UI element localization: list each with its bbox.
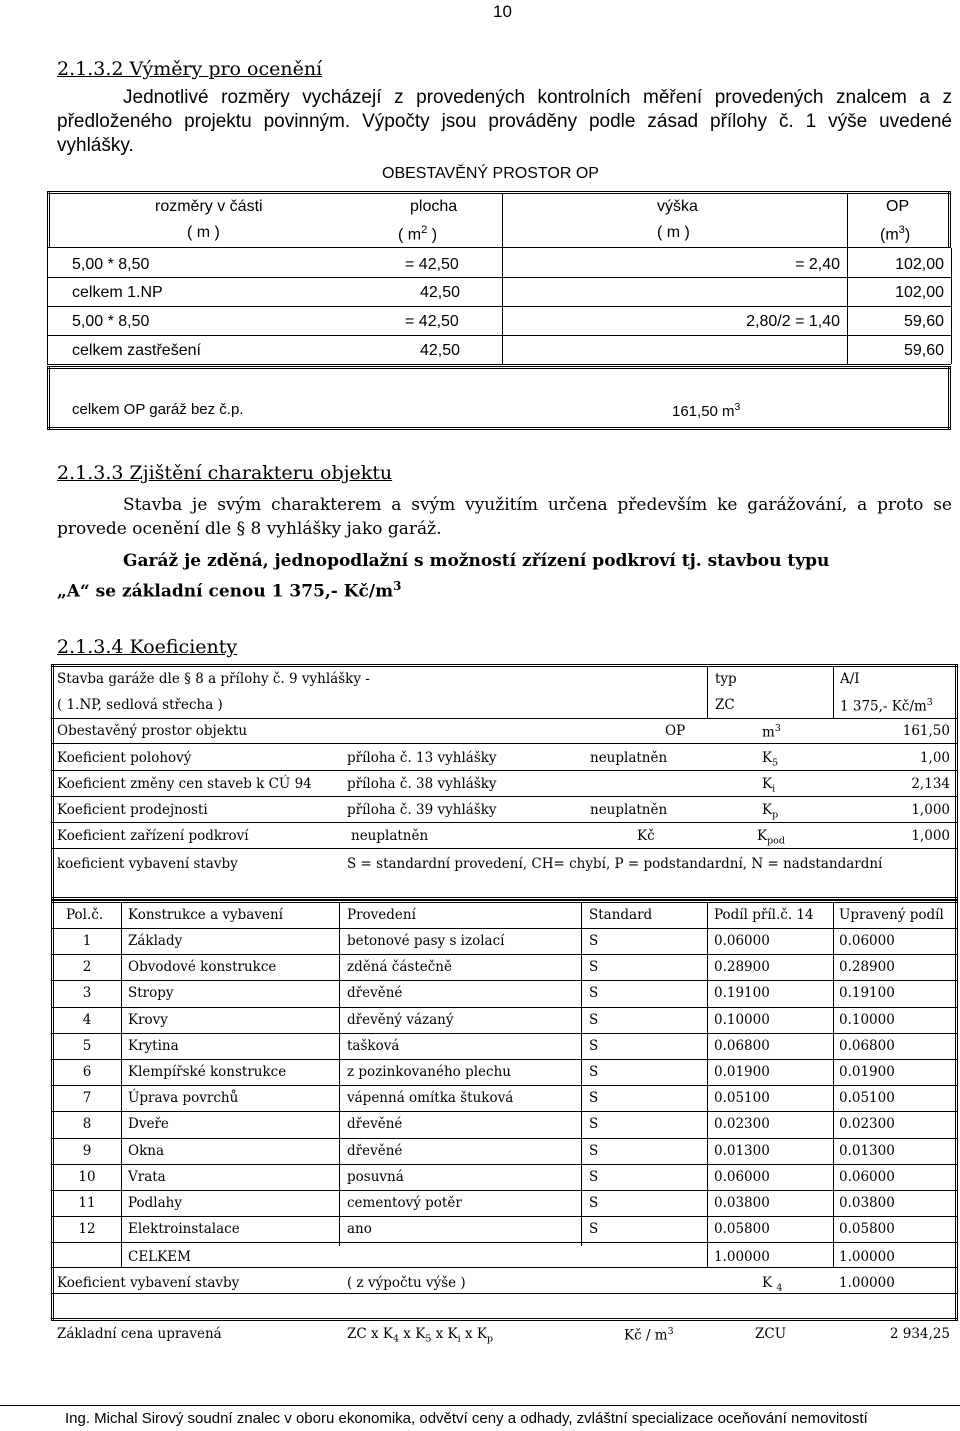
op-row3-rozmery: 5,00 * 8,50	[72, 313, 150, 330]
equip-header-provedeni: Provedení	[347, 907, 416, 923]
equip-row-7-col-2: Úprava povrchů	[128, 1090, 239, 1106]
page-number: 10	[493, 2, 512, 21]
equip-koef-source: ( z výpočtu výše )	[347, 1275, 466, 1291]
equip-header-konstrukce: Konstrukce a vybavení	[128, 907, 283, 923]
coef-r8-label: koeficient vybavení stavby	[57, 856, 238, 872]
equip-row-8-col-2: Dveře	[128, 1116, 169, 1132]
op-unit-vyska: ( m )	[657, 224, 690, 241]
coef-r6-status: neuplatněn	[590, 802, 668, 818]
equip-row-6-col-1: 6	[82, 1064, 92, 1080]
equip-row-6-col-5: 0.01900	[714, 1064, 770, 1080]
equip-row-1-col-4: S	[589, 933, 599, 949]
equip-row-12-col-5: 0.05800	[714, 1221, 770, 1237]
footer-text: Ing. Michal Sirový soudní znalec v oboru ekonomika, odvětví ceny a odhady, zvláštní specializace oceňování nemovitostí	[65, 1410, 868, 1427]
op-header-op: OP	[886, 198, 910, 215]
equip-row-10-col-4: S	[589, 1169, 599, 1185]
equip-header-podil: Podíl příl.č. 14	[714, 907, 814, 923]
coef-r1-typ: typ	[715, 671, 737, 687]
coef-r4-status: neuplatněn	[590, 750, 668, 766]
op-unit-plocha: ( $m^2$ )	[398, 224, 438, 244]
equip-row-6-col-3: z pozinkovaného plechu	[347, 1064, 511, 1080]
op-row3-vyska: 2,80/2 = 1,40	[746, 313, 840, 330]
section-bold-line1: Garáž je zděná, jednopodlažní s možností zřízení podkroví tj. stavbou typu	[123, 551, 830, 571]
equip-row-6-col-6: 0.01900	[839, 1064, 895, 1080]
section-paragraph-charakter: Stavba je svým charakterem a svým využitím určena především ke garážování, a proto se provede ocenění dle § 8 vyhlášky jako garáž.	[57, 495, 952, 539]
equip-row-4-col-3: dřevěný vázaný	[347, 1012, 454, 1028]
equip-row-7-col-1: 7	[82, 1090, 92, 1106]
section-paragraph-vymery: Jednotlivé rozměry vycházejí z provedených kontrolních měření provedených znalcem a z předloženého projektu povinným. Výpočty jsou prováděny podle zásad přílohy č. 1 výše uvedené vyhlášky.	[57, 87, 952, 156]
equip-koef-symbol: K $_4$	[762, 1275, 783, 1294]
zcu-value: 2 934,25	[889, 1326, 950, 1342]
equip-row-8-col-6: 0.02300	[839, 1116, 895, 1132]
op-row1-plocha: = 42,50	[405, 256, 459, 273]
equip-row-9-col-5: 0.01300	[714, 1143, 770, 1159]
op-row4-op: 59,60	[903, 342, 944, 359]
equip-row-9-col-3: dřevěné	[347, 1143, 403, 1159]
equip-row-9-col-6: 0.01300	[839, 1143, 895, 1159]
op-row1-op: 102,00	[895, 256, 944, 273]
section-heading-charakter: 2.1.3.3 Zjištění charakteru objektu	[57, 462, 393, 484]
zcu-symbol: ZCU	[755, 1326, 787, 1342]
coef-r7-label: Koeficient zařízení podkroví	[57, 828, 249, 844]
op-unit-op: $(m^3)$	[880, 224, 911, 244]
equip-row-11-col-1: 11	[78, 1195, 96, 1211]
equip-row-11-col-5: 0.03800	[714, 1195, 770, 1211]
coef-r2-zc: ZC	[715, 697, 735, 713]
coef-r6-source: příloha č. 39 vyhlášky	[347, 802, 497, 818]
equip-row-8-col-5: 0.02300	[714, 1116, 770, 1132]
equip-row-11-col-2: Podlahy	[128, 1195, 182, 1211]
op-row3-plocha: = 42,50	[405, 313, 459, 330]
equip-row-2-col-2: Obvodové konstrukce	[128, 959, 277, 975]
equip-row-10-col-6: 0.06000	[839, 1169, 895, 1185]
equip-row-9-col-4: S	[589, 1143, 599, 1159]
coef-r2-label: ( 1.NP, sedlová střecha )	[57, 697, 223, 713]
equip-row-3-col-2: Stropy	[128, 985, 174, 1001]
equip-row-2-col-6: 0.28900	[839, 959, 895, 975]
equip-row-5-col-4: S	[589, 1038, 599, 1054]
op-header-vyska: výška	[657, 198, 698, 215]
coef-r7-value: 1,000	[911, 828, 950, 844]
op-total-label: celkem OP garáž bez č.p.	[72, 401, 244, 418]
coef-r6-label: Koeficient prodejnosti	[57, 802, 208, 818]
op-row1-vyska: = 2,40	[795, 256, 840, 273]
equip-row-7-col-5: 0.05100	[714, 1090, 770, 1106]
equip-row-6-col-2: Klempířské konstrukce	[128, 1064, 287, 1080]
equip-row-5-col-6: 0.06800	[839, 1038, 895, 1054]
equip-total-upraveny: 1.00000	[839, 1249, 895, 1265]
equip-row-12-col-1: 12	[78, 1221, 96, 1237]
equip-row-10-col-3: posuvná	[347, 1169, 404, 1185]
equip-koef-label: Koeficient vybavení stavby	[57, 1275, 240, 1291]
section-heading-koeficienty: 2.1.3.4 Koeficienty	[57, 636, 238, 658]
equip-row-3-col-6: 0.19100	[839, 985, 895, 1001]
equip-row-3-col-5: 0.19100	[714, 985, 770, 1001]
coef-r5-value: 2,134	[911, 776, 950, 792]
equip-row-4-col-5: 0.10000	[714, 1012, 770, 1028]
op-row1-rozmery: 5,00 * 8,50	[72, 256, 150, 273]
coef-r1-label: Stavba garáže dle § 8 a přílohy č. 9 vyhlášky -	[57, 671, 370, 687]
equip-row-1-col-5: 0.06000	[714, 933, 770, 949]
coef-r3-op: OP	[665, 723, 686, 739]
equip-row-11-col-4: S	[589, 1195, 599, 1211]
equip-row-1-col-1: 1	[82, 933, 92, 949]
op-row2-rozmery: celkem 1.NP	[72, 284, 163, 301]
equip-koef-value: 1.00000	[839, 1275, 895, 1291]
equip-row-6-col-4: S	[589, 1064, 599, 1080]
equip-row-7-col-4: S	[589, 1090, 599, 1106]
equip-row-5-col-5: 0.06800	[714, 1038, 770, 1054]
equip-row-4-col-4: S	[589, 1012, 599, 1028]
equip-row-10-col-1: 10	[78, 1169, 96, 1185]
op-row3-op: 59,60	[903, 313, 944, 330]
coef-r5-label: Koeficient změny cen staveb k CÚ 94	[57, 776, 312, 792]
equip-row-3-col-1: 3	[82, 985, 92, 1001]
equip-row-7-col-3: vápenná omítka štuková	[347, 1090, 514, 1106]
coef-r4-symbol: $K_5$	[762, 750, 779, 769]
zcu-label: Základní cena upravená	[57, 1326, 222, 1342]
op-row4-plocha: 42,50	[420, 342, 461, 359]
coef-r8-legend: S = standardní provedení, CH= chybí, P = podstandardní, N = nadstandardní	[347, 856, 883, 872]
equip-row-12-col-4: S	[589, 1221, 599, 1237]
equip-header-upraveny: Upravený podíl	[839, 907, 944, 923]
coef-r7-unit: Kč	[637, 828, 655, 844]
equip-row-8-col-4: S	[589, 1116, 599, 1132]
zcu-unit: Kč / $m^3$	[624, 1326, 674, 1344]
coef-r3-label: Obestavěný prostor objektu	[57, 723, 248, 739]
equip-row-4-col-2: Krovy	[128, 1012, 168, 1028]
coef-r5-source: příloha č. 38 vyhlášky	[347, 776, 497, 792]
op-row4-rozmery: celkem zastřešení	[72, 342, 201, 359]
coef-r4-value: 1,00	[919, 750, 950, 766]
op-header-rozmery: rozměry v části	[155, 198, 263, 215]
equip-row-5-col-1: 5	[82, 1038, 92, 1054]
equip-row-10-col-5: 0.06000	[714, 1169, 770, 1185]
op-row2-op: 102,00	[895, 284, 944, 301]
equip-row-4-col-6: 0.10000	[839, 1012, 895, 1028]
equip-row-7-col-6: 0.05100	[839, 1090, 895, 1106]
equip-row-10-col-2: Vrata	[128, 1169, 166, 1185]
coef-r6-symbol: $K_p$	[762, 802, 779, 821]
equip-row-11-col-3: cementový potěr	[347, 1195, 462, 1211]
equip-row-5-col-2: Krytina	[128, 1038, 179, 1054]
coef-r3-unit: $m^3$	[762, 723, 781, 741]
equip-row-9-col-2: Okna	[128, 1143, 164, 1159]
section-bold-line2: „A“ se základní cenou 1 375,- $Kč/m^3$	[57, 579, 402, 602]
coef-r7-status: neuplatněn	[351, 828, 429, 844]
op-header-plocha: plocha	[410, 198, 458, 215]
equip-row-12-col-2: Elektroinstalace	[128, 1221, 240, 1237]
equip-row-9-col-1: 9	[82, 1143, 92, 1159]
equip-row-5-col-3: tašková	[347, 1038, 400, 1054]
equip-row-2-col-4: S	[589, 959, 599, 975]
equip-row-1-col-3: betonové pasy s izolací	[347, 933, 505, 949]
op-table-title: OBESTAVĚNÝ PROSTOR OP	[382, 165, 599, 182]
op-unit-rozmery: ( m )	[187, 224, 220, 241]
coef-r5-symbol: $K_i$	[762, 776, 776, 795]
coef-r2-value: 1 375,- $Kč/m^3$	[840, 697, 933, 715]
equip-row-2-col-3: zděná částečně	[347, 959, 452, 975]
equip-header-standard: Standard	[589, 907, 653, 923]
op-row2-plocha: 42,50	[420, 284, 461, 301]
equip-row-1-col-2: Základy	[128, 933, 183, 949]
equip-total-podil: 1.00000	[714, 1249, 770, 1265]
equip-row-2-col-1: 2	[82, 959, 92, 975]
equip-row-12-col-3: ano	[347, 1221, 372, 1237]
equip-row-3-col-4: S	[589, 985, 599, 1001]
equip-row-1-col-6: 0.06000	[839, 933, 895, 949]
equip-row-3-col-3: dřevěné	[347, 985, 403, 1001]
equip-header-pol: Pol.č.	[66, 907, 104, 923]
equip-row-12-col-6: 0.05800	[839, 1221, 895, 1237]
coef-r4-label: Koeficient polohový	[57, 750, 192, 766]
coef-r6-value: 1,000	[911, 802, 950, 818]
zcu-formula: ZC x $K_4$ x $K_5$ x $K_i$ x $K_p$	[347, 1326, 493, 1345]
op-total-value: 161,50 $m^3$	[672, 401, 741, 420]
equip-row-11-col-6: 0.03800	[839, 1195, 895, 1211]
equip-row-4-col-1: 4	[82, 1012, 92, 1028]
equip-row-8-col-3: dřevěné	[347, 1116, 403, 1132]
equip-total-label: CELKEM	[128, 1249, 191, 1265]
coef-r4-source: příloha č. 13 vyhlášky	[347, 750, 497, 766]
section-heading-vymery: 2.1.3.2 Výměry pro ocenění	[57, 58, 323, 80]
coef-r1-value: A/I	[840, 671, 860, 687]
coef-r3-value: 161,50	[902, 723, 950, 739]
equip-row-8-col-1: 8	[82, 1116, 92, 1132]
coef-r7-symbol: $K_{pod}$	[757, 828, 785, 847]
equip-row-2-col-5: 0.28900	[714, 959, 770, 975]
